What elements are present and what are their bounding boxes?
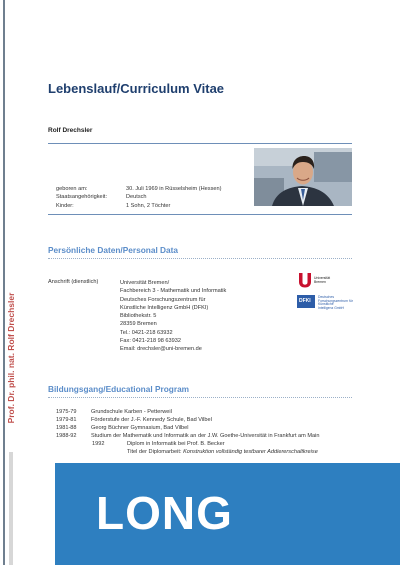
personal-dotted-rule: [48, 258, 352, 259]
birth-label: geboren am:: [56, 186, 88, 192]
section-title-personal: Persönliche Daten/Personal Data: [48, 245, 179, 255]
portrait-image: [254, 148, 352, 206]
education-dotted-rule: [48, 397, 352, 398]
vertical-name: Prof. Dr. phil. nat. Rolf Drechsler: [6, 292, 16, 424]
children-label: Kinder:: [56, 202, 74, 209]
dfki-logo-line4: Intelligenz GmbH: [318, 305, 345, 310]
dfki-mark-text: DFKI: [299, 298, 311, 304]
portrait-photo: [254, 148, 352, 206]
banner-label: LONG: [96, 487, 233, 539]
education-text: Georg Büchner Gymnasium, Bad Vilbel: [91, 425, 189, 432]
person-name: Rolf Drechsler: [48, 127, 93, 134]
thesis-line: [127, 448, 318, 456]
side-name-area: [0, 263, 22, 453]
address-line: Fachbereich 3 - Mathematik und Informatik: [120, 288, 227, 295]
education-text: Grundschule Karben - Petterweil: [91, 409, 172, 415]
education-subyear: 1992: [92, 441, 105, 448]
address-label: Anschrift (dienstlich): [48, 279, 99, 285]
education-year: 1975-79: [56, 409, 77, 415]
name-divider: [48, 143, 352, 144]
education-year: 1988-92: [56, 433, 77, 440]
education-text: Förderstufe der J.-F. Kennedy Schule, Bad Vilbel: [91, 417, 212, 424]
address-block: [120, 279, 226, 353]
address-line: Fax: 0421-218 98 63932: [120, 337, 181, 344]
dfki-logo: [297, 294, 353, 310]
side-bar: [9, 452, 13, 565]
dfki-logo-line1: Deutsches: [318, 295, 335, 299]
children-value: 1 Sohn, 2 Töchter: [126, 202, 171, 209]
nationality-label: Staatsangehörigkeit:: [56, 194, 107, 201]
dfki-logo-line2: Forschungszentrum für: [318, 298, 353, 303]
ub-mark-icon: [297, 272, 313, 288]
long-banner: [55, 463, 400, 565]
ub-logo-line2: Bremen: [314, 280, 326, 284]
education-year: 1981-88: [56, 425, 77, 432]
address-email: Email: drechsler@uni-bremen.de: [120, 346, 202, 352]
address-line: Universität Bremen/: [120, 280, 170, 286]
summary-divider: [48, 214, 352, 215]
dfki-logo-line3: Künstliche: [318, 302, 334, 306]
education-text: Studium der Mathematik und Informatik an der J.W. Goethe-Universität in Frankfurt am Main: [91, 433, 320, 440]
summary-list: [56, 185, 246, 211]
section-title-education: Bildungsgang/Educational Program: [48, 384, 190, 394]
address-line: Bibliothekstr. 5: [120, 313, 157, 319]
birth-value: 30. Juli 1969 in Rüsselsheim (Hessen): [126, 186, 222, 192]
nationality-value: Deutsch: [126, 194, 147, 201]
ub-logo-line1: Universität: [314, 276, 331, 280]
page-title: Lebenslauf/Curriculum Vitae: [48, 81, 225, 96]
thesis-title: Konstruktion vollständig testbarer Addiererschaltkreise: [183, 449, 318, 456]
address-line: 28359 Bremen: [120, 321, 157, 328]
address-line: Tel.: 0421-218 63932: [120, 329, 173, 336]
address-line: Deutsches Forschungszentrum für: [120, 296, 206, 303]
education-subtext: Diplom in Informatik bei Prof. B. Becker: [127, 441, 225, 448]
thesis-prefix: Titel der Diplomarbeit:: [127, 449, 182, 456]
university-bremen-logo: [297, 272, 353, 288]
address-line: Künstliche Intelligenz GmbH (DFKI): [120, 304, 209, 311]
education-year: 1979-81: [56, 417, 77, 424]
